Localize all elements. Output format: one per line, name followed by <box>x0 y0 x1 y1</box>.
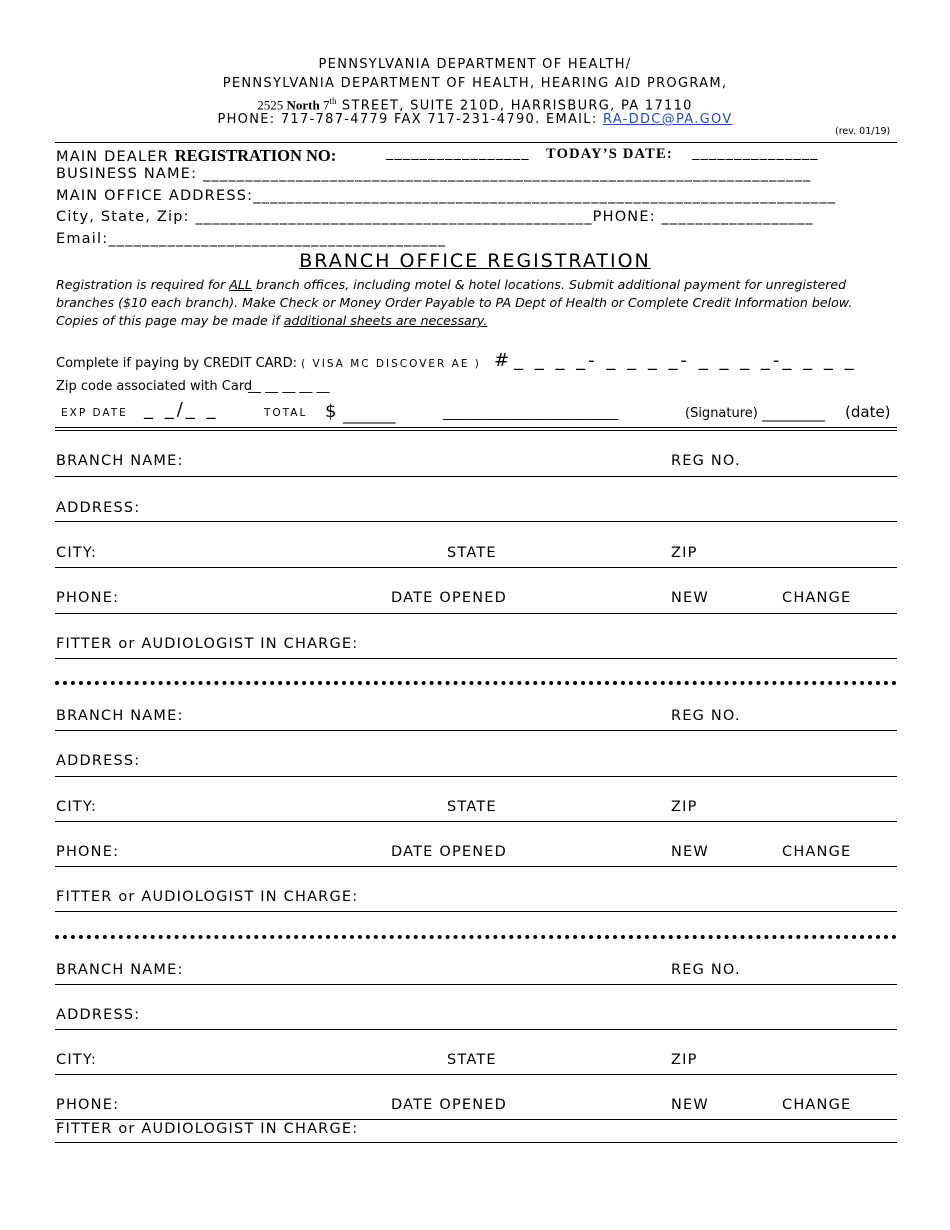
date-opened-label: DATE OPENED <box>391 1097 508 1113</box>
signature-field[interactable]: ___________________________ <box>443 406 619 421</box>
branch-name-label: BRANCH NAME: <box>56 962 184 978</box>
city-label: CITY: <box>56 1052 98 1068</box>
exp-date-field[interactable]: _ _/_ _ <box>144 399 219 420</box>
branch-name-label: BRANCH NAME: <box>56 708 184 724</box>
reg-no-label: REG NO. <box>671 708 741 724</box>
address-label: ADDRESS: <box>56 1007 141 1023</box>
reg-no-label: REG NO. <box>671 962 741 978</box>
address-line[interactable] <box>55 521 897 522</box>
branch-name-label: BRANCH NAME: <box>56 453 184 469</box>
address-north: North <box>286 97 320 113</box>
city-label: CITY: <box>56 799 98 815</box>
branch-name-line[interactable] <box>55 984 897 985</box>
zip-label: ZIP <box>671 799 698 815</box>
change-option[interactable]: CHANGE <box>782 590 852 606</box>
address-line[interactable] <box>55 776 897 777</box>
city-line[interactable] <box>55 1074 897 1075</box>
zip-field[interactable]: __ __ __ __ __ <box>248 379 330 394</box>
fitter-label: FITTER or AUDIOLOGIST IN CHARGE: <box>56 636 359 652</box>
header-line-2: PENNSYLVANIA DEPARTMENT OF HEALTH, HEARING AID PROGRAM, <box>222 76 728 91</box>
date-opened-label: DATE OPENED <box>391 590 508 606</box>
divider <box>55 142 897 143</box>
header-line-1: PENNSYLVANIA DEPARTMENT OF HEALTH/ <box>318 57 632 72</box>
signature-date-label: (date) <box>845 403 891 421</box>
total-label: TOTAL <box>264 407 308 419</box>
new-option[interactable]: NEW <box>671 590 709 606</box>
address-label: ADDRESS: <box>56 500 141 516</box>
phone-line[interactable] <box>55 613 897 614</box>
separator-dotted <box>55 935 897 939</box>
email-label: Email: <box>56 231 109 247</box>
zip-label: Zip code associated with Card <box>56 379 253 394</box>
new-option[interactable]: NEW <box>671 1097 709 1113</box>
branch-name-line[interactable] <box>55 476 897 477</box>
main-office-address-field[interactable]: MAIN OFFICE ADDRESS:_____________________________________________________________________ <box>56 188 837 204</box>
main-dealer-label: MAIN DEALER <box>56 149 175 165</box>
city-label: CITY: <box>56 545 98 561</box>
divider <box>55 430 897 431</box>
email-link[interactable]: RA-DDC@PA.GOV <box>602 112 733 127</box>
city-line[interactable] <box>55 567 897 568</box>
separator-dotted <box>55 681 897 685</box>
signature-date-field[interactable]: _________ <box>762 406 825 422</box>
instructions <box>56 276 896 330</box>
address-label: ADDRESS: <box>56 753 141 769</box>
registration-no-label: REGISTRATION NO: <box>174 146 337 165</box>
state-label: STATE <box>447 545 497 561</box>
phone-label: PHONE: <box>56 1097 120 1113</box>
note-part-3: additional sheets are necessary. <box>283 313 488 328</box>
phone-label: PHONE: <box>56 590 120 606</box>
note-part-1: Registration is required for <box>56 277 230 292</box>
address-number: 2525 <box>257 97 287 113</box>
total-field[interactable]: _______ <box>343 406 396 424</box>
business-name-field[interactable]: BUSINESS NAME: ________________________________________________________________________ <box>56 166 812 182</box>
card-number-hash: # <box>494 350 510 371</box>
signature-label: (Signature) <box>685 406 758 421</box>
credit-card-label: Complete if paying by CREDIT CARD: <box>56 356 297 371</box>
registration-no-field[interactable]: _________________ <box>386 146 530 162</box>
note-all: ALL <box>229 277 252 292</box>
divider <box>55 427 897 428</box>
zip-label: ZIP <box>671 1052 698 1068</box>
exp-date-label: EXP DATE <box>61 407 128 419</box>
change-option[interactable]: CHANGE <box>782 844 852 860</box>
note-part-2: branch offices, including motel & hotel locations. Submit additional payment for unregistered branches ($10 each branch). Make Check or Money Order Payable to PA Dept of Health or Complete Credit Information below. Copies of this page may be made if <box>56 277 853 328</box>
card-types: ( VISA MC DISCOVER AE ) <box>301 358 481 370</box>
address-sup: th <box>329 96 337 106</box>
page-title: BRANCH OFFICE REGISTRATION <box>299 250 651 272</box>
fitter-line[interactable] <box>55 1142 897 1143</box>
address-seventh: 7 <box>319 97 330 113</box>
todays-date-field[interactable]: _______________ <box>692 146 819 162</box>
state-label: STATE <box>447 1052 497 1068</box>
phone-line[interactable] <box>55 1119 897 1120</box>
fitter-label: FITTER or AUDIOLOGIST IN CHARGE: <box>56 1121 359 1137</box>
phone-line[interactable] <box>55 866 897 867</box>
credit-card-row <box>56 356 481 371</box>
fitter-line[interactable] <box>55 911 897 912</box>
city-line[interactable] <box>55 821 897 822</box>
fitter-line[interactable] <box>55 658 897 659</box>
address-line[interactable] <box>55 1029 897 1030</box>
phone-label: PHONE: <box>56 844 120 860</box>
todays-date-label: TODAY’S DATE: <box>546 146 673 162</box>
fitter-label: FITTER or AUDIOLOGIST IN CHARGE: <box>56 889 359 905</box>
contact-phone-fax: PHONE: 717-787-4779 FAX 717-231-4790. EMAIL: <box>217 112 603 127</box>
state-label: STATE <box>447 799 497 815</box>
card-number-field[interactable]: _ _ _ _- _ _ _ _- _ _ _ _-_ _ _ _ <box>514 350 857 371</box>
city-state-zip-phone-field[interactable]: City, State, Zip: _______________________________________________PHONE: __________________ <box>56 209 814 225</box>
address-rest: STREET, SUITE 210D, HARRISBURG, PA 17110 <box>336 98 693 114</box>
revision-label: (rev. 01/19) <box>835 126 891 137</box>
zip-label: ZIP <box>671 545 698 561</box>
email-row <box>56 231 446 247</box>
email-field[interactable]: ________________________________________ <box>108 231 447 247</box>
dollar-sign: $ <box>325 401 337 422</box>
new-option[interactable]: NEW <box>671 844 709 860</box>
dealer-registration-row <box>56 146 336 166</box>
header-contact <box>0 110 950 129</box>
branch-name-line[interactable] <box>55 730 897 731</box>
reg-no-label: REG NO. <box>671 453 741 469</box>
change-option[interactable]: CHANGE <box>782 1097 852 1113</box>
date-opened-label: DATE OPENED <box>391 844 508 860</box>
